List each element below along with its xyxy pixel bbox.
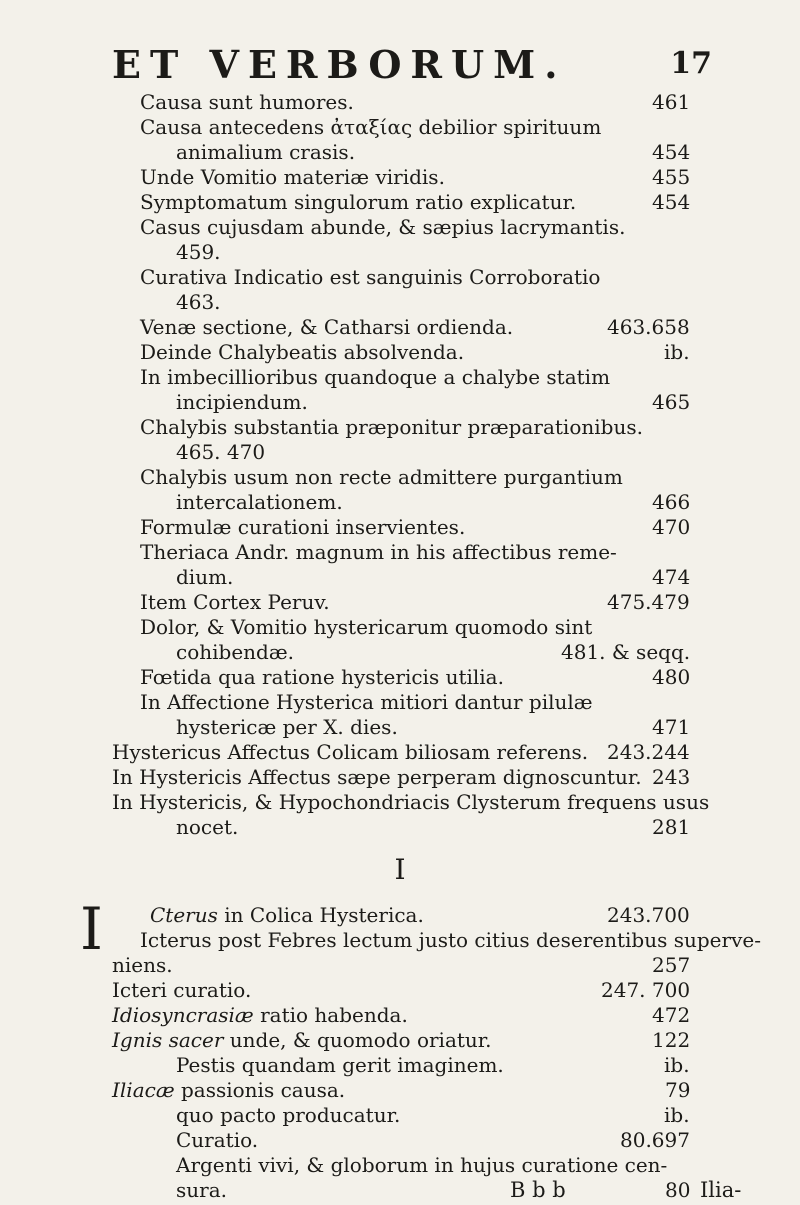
entry-text: intercalationem. [176,490,343,514]
index-entry [0,540,800,565]
index-entry [0,1003,800,1028]
entry-text: hystericæ per X. dies. [176,715,398,739]
entry-page-ref: 466 [652,490,691,514]
index-entry [0,515,800,540]
index-entry [0,565,800,590]
index-entry [0,615,800,640]
entry-page-ref: 471 [652,715,691,739]
index-entry [0,165,800,190]
entry-page-ref: 80 [665,1178,691,1202]
entry-page-ref: 79 [665,1078,691,1102]
index-entry [0,790,800,815]
index-entry [0,953,800,978]
signature-mark: B b b [510,1178,566,1202]
entry-text: Argenti vivi, & globorum in hujus curatione cen- [176,1153,668,1177]
drop-cap: I [80,895,103,963]
entry-text: Causa antecedens ἀταξίας debilior spirituum [140,115,602,139]
entry-page-ref: 481. & seqq. [561,640,691,664]
index-entry [0,1028,800,1053]
entry-page-ref: ib. [664,1103,690,1127]
index-entry [0,340,800,365]
entry-text: Pestis quandam gerit imaginem. [176,1053,504,1077]
index-entry [0,240,800,265]
index-entry [0,690,800,715]
entry-text: Iliacæ passionis causa. [112,1078,346,1102]
catchword: Ilia- [700,1178,742,1202]
entry-page-ref: 470 [652,515,691,539]
index-entry [0,665,800,690]
index-entry [0,140,800,165]
index-entry [0,928,800,953]
index-entry [0,440,800,465]
index-entry [0,903,800,928]
index-entry [0,590,800,615]
entry-text: Formulæ curationi inservientes. [140,515,466,539]
index-entry [0,1153,800,1178]
entry-text: nocet. [176,815,239,839]
entry-text: Dolor, & Vomitio hystericarum quomodo sint [140,615,593,639]
entry-page-ref: ib. [664,1053,690,1077]
entry-text: Symptomatum singulorum ratio explicatur. [140,190,577,214]
index-entry [0,265,800,290]
entry-text: Chalybis substantia præponitur præparationibus. [140,415,643,439]
index-entry [0,190,800,215]
entry-page-ref: 474 [652,565,691,589]
entry-text: Curativa Indicatio est sanguinis Corroboratio [140,265,601,289]
entry-page-ref: 243 [652,765,691,789]
entry-text: Casus cujusdam abunde, & sæpius lacrymantis. [140,215,626,239]
index-entry [0,978,800,1003]
entry-page-ref: 472 [652,1003,691,1027]
entry-text: niens. [112,953,173,977]
entry-text: Causa sunt humores. [140,90,354,114]
index-entry [0,715,800,740]
entry-text: Hystericus Affectus Colicam biliosam referens. [112,740,589,764]
index-entry [0,115,800,140]
entry-text: 463. [176,290,221,314]
index-entry [0,390,800,415]
entry-page-ref: 257 [652,953,691,977]
entry-text: Theriaca Andr. magnum in his affectibus reme- [140,540,617,564]
entry-text: Chalybis usum non recte admittere purgantium [140,465,623,489]
entry-text: In Affectione Hysterica mitiori dantur pilulæ [140,690,593,714]
entry-page-ref: 454 [652,140,691,164]
page-number: 17 [670,46,712,81]
header-title: ET VERBORUM. [112,42,567,87]
entry-text: Idiosyncrasiæ ratio habenda. [112,1003,408,1027]
index-entries [0,90,800,840]
index-entry [0,365,800,390]
entry-page-ref: 243.244 [607,740,690,764]
entry-text: Icterus post Febres lectum justo citius deserentibus superve- [140,928,761,952]
section-letter: I [394,853,406,886]
entry-page-ref: 80.697 [620,1128,690,1152]
index-entry [0,740,800,765]
entry-page-ref: 455 [652,165,691,189]
index-entry [0,815,800,840]
index-entry [0,465,800,490]
entry-text: sura. [176,1178,227,1202]
entry-page-ref: 475.479 [607,590,690,614]
entry-text: Deinde Chalybeatis absolvenda. [140,340,465,364]
index-entry [0,415,800,440]
entry-text: Unde Vomitio materiæ viridis. [140,165,445,189]
entry-text: animalium crasis. [176,140,356,164]
entry-text: Fœtida qua ratione hystericis utilia. [140,665,504,689]
entry-page-ref: 243.700 [607,903,690,927]
entry-page-ref: 463.658 [607,315,690,339]
entry-text: In Hystericis Affectus sæpe perperam dignoscuntur. [112,765,642,789]
entry-text: In Hystericis, & Hypochondriacis Clysterum frequens usus [112,790,710,814]
entry-text: Cterus in Colica Hysterica. [150,903,424,927]
entry-page-ref: ib. [664,340,690,364]
entry-page-ref: 465 [652,390,691,414]
entry-text: Item Cortex Peruv. [140,590,330,614]
index-entries-i [0,895,800,1203]
index-entry [0,290,800,315]
index-entry [0,1078,800,1103]
index-entry [0,315,800,340]
entry-text: quo pacto producatur. [176,1103,401,1127]
entry-text: Ignis sacer unde, & quomodo oriatur. [112,1028,492,1052]
index-entry [0,640,800,665]
entry-text: In imbecillioribus quandoque a chalybe statim [140,365,611,389]
entry-page-ref: 461 [652,90,691,114]
entry-text: 465. 470 [176,440,266,464]
entry-text: dium. [176,565,234,589]
index-entry [0,1103,800,1128]
index-entry [0,765,800,790]
entry-text: 459. [176,240,221,264]
entry-page-ref: 247. 700 [601,978,691,1002]
index-entry [0,490,800,515]
index-entry [0,1128,800,1153]
entry-text: Curatio. [176,1128,259,1152]
entry-page-ref: 454 [652,190,691,214]
index-entry [0,215,800,240]
entry-text: cohibendæ. [176,640,294,664]
entry-text: Venæ sectione, & Catharsi ordienda. [140,315,514,339]
index-entry [0,1053,800,1078]
entry-text: incipiendum. [176,390,308,414]
page-footer [0,1178,800,1204]
entry-text: Icteri curatio. [112,978,252,1002]
index-entry [0,90,800,115]
entry-page-ref: 480 [652,665,691,689]
entry-page-ref: 281 [652,815,691,839]
running-header [112,42,712,92]
entry-page-ref: 122 [652,1028,691,1052]
